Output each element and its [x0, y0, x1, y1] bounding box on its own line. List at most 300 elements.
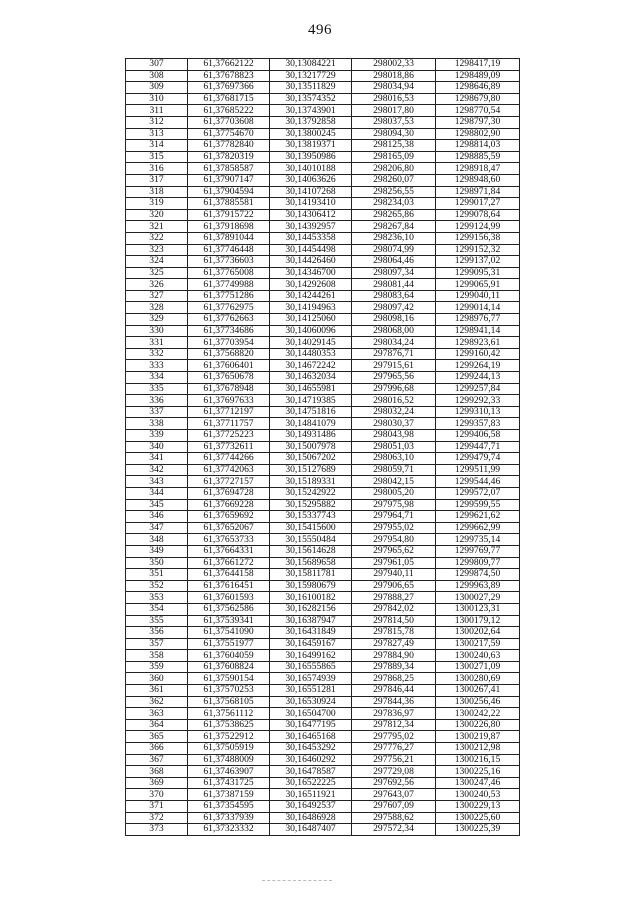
- latitude-cell: 61,37570253: [188, 685, 270, 697]
- x-coordinate-cell: 297975,98: [352, 499, 436, 511]
- table-row: [126, 348, 520, 360]
- table-row: [126, 279, 520, 291]
- latitude-cell: 61,37694728: [188, 487, 270, 499]
- latitude-cell: 61,37616451: [188, 580, 270, 592]
- table-row: [126, 140, 520, 152]
- table-row: [126, 70, 520, 82]
- x-coordinate-cell: 297776,27: [352, 743, 436, 755]
- longitude-cell: 30,16459167: [270, 638, 352, 650]
- scan-bottom-mark: [262, 880, 332, 881]
- x-coordinate-cell: 297842,02: [352, 603, 436, 615]
- point-number-cell: 362: [126, 696, 188, 708]
- point-number-cell: 337: [126, 406, 188, 418]
- y-coordinate-cell: 1298646,89: [436, 82, 520, 94]
- point-number-cell: 360: [126, 673, 188, 685]
- table-row: [126, 696, 520, 708]
- x-coordinate-cell: 298034,24: [352, 337, 436, 349]
- table-row: [126, 441, 520, 453]
- table-row: [126, 743, 520, 755]
- latitude-cell: 61,37685222: [188, 105, 270, 117]
- x-coordinate-cell: 298034,94: [352, 82, 436, 94]
- x-coordinate-cell: 297643,07: [352, 789, 436, 801]
- longitude-cell: 30,16511921: [270, 789, 352, 801]
- longitude-cell: 30,14063626: [270, 174, 352, 186]
- latitude-cell: 61,37522912: [188, 731, 270, 743]
- y-coordinate-cell: 1298885,59: [436, 151, 520, 163]
- y-coordinate-cell: 1299264,19: [436, 360, 520, 372]
- latitude-cell: 61,37782840: [188, 140, 270, 152]
- x-coordinate-cell: 297884,90: [352, 650, 436, 662]
- y-coordinate-cell: 1299292,33: [436, 395, 520, 407]
- longitude-cell: 30,14194963: [270, 302, 352, 314]
- longitude-cell: 30,13800245: [270, 128, 352, 140]
- y-coordinate-cell: 1300256,46: [436, 696, 520, 708]
- y-coordinate-cell: 1300240,63: [436, 650, 520, 662]
- x-coordinate-cell: 298098,16: [352, 314, 436, 326]
- coordinates-table-body: [126, 59, 520, 836]
- table-row: [126, 116, 520, 128]
- latitude-cell: 61,37659692: [188, 511, 270, 523]
- x-coordinate-cell: 297996,68: [352, 383, 436, 395]
- longitude-cell: 30,14306412: [270, 209, 352, 221]
- y-coordinate-cell: 1299014,14: [436, 302, 520, 314]
- latitude-cell: 61,37742063: [188, 464, 270, 476]
- latitude-cell: 61,37907147: [188, 174, 270, 186]
- latitude-cell: 61,37561112: [188, 708, 270, 720]
- latitude-cell: 61,37662122: [188, 59, 270, 71]
- x-coordinate-cell: 297940,11: [352, 569, 436, 581]
- longitude-cell: 30,16487407: [270, 824, 352, 836]
- latitude-cell: 61,37697366: [188, 82, 270, 94]
- longitude-cell: 30,14453358: [270, 232, 352, 244]
- y-coordinate-cell: 1300225,39: [436, 824, 520, 836]
- latitude-cell: 61,37562586: [188, 603, 270, 615]
- latitude-cell: 61,37661272: [188, 557, 270, 569]
- latitude-cell: 61,37703954: [188, 337, 270, 349]
- y-coordinate-cell: 1300179,12: [436, 615, 520, 627]
- x-coordinate-cell: 297827,49: [352, 638, 436, 650]
- latitude-cell: 61,37354595: [188, 801, 270, 813]
- point-number-cell: 326: [126, 279, 188, 291]
- x-coordinate-cell: 298043,98: [352, 430, 436, 442]
- latitude-cell: 61,37727157: [188, 476, 270, 488]
- longitude-cell: 30,16477195: [270, 719, 352, 731]
- point-number-cell: 340: [126, 441, 188, 453]
- y-coordinate-cell: 1299160,42: [436, 348, 520, 360]
- latitude-cell: 61,37697633: [188, 395, 270, 407]
- table-row: [126, 580, 520, 592]
- table-row: [126, 360, 520, 372]
- y-coordinate-cell: 1299963,89: [436, 580, 520, 592]
- y-coordinate-cell: 1300225,16: [436, 766, 520, 778]
- x-coordinate-cell: 298206,80: [352, 163, 436, 175]
- x-coordinate-cell: 298236,10: [352, 232, 436, 244]
- x-coordinate-cell: 297868,25: [352, 673, 436, 685]
- x-coordinate-cell: 297812,34: [352, 719, 436, 731]
- latitude-cell: 61,37590154: [188, 673, 270, 685]
- latitude-cell: 61,37736603: [188, 256, 270, 268]
- latitude-cell: 61,37539341: [188, 615, 270, 627]
- y-coordinate-cell: 1298923,61: [436, 337, 520, 349]
- latitude-cell: 61,37762975: [188, 302, 270, 314]
- table-row: [126, 522, 520, 534]
- longitude-cell: 30,15295882: [270, 499, 352, 511]
- latitude-cell: 61,37644158: [188, 569, 270, 581]
- x-coordinate-cell: 297572,34: [352, 824, 436, 836]
- longitude-cell: 30,16530924: [270, 696, 352, 708]
- x-coordinate-cell: 298059,71: [352, 464, 436, 476]
- longitude-cell: 30,14931486: [270, 430, 352, 442]
- point-number-cell: 335: [126, 383, 188, 395]
- y-coordinate-cell: 1298679,80: [436, 93, 520, 105]
- y-coordinate-cell: 1300229,13: [436, 801, 520, 813]
- latitude-cell: 61,37652067: [188, 522, 270, 534]
- point-number-cell: 313: [126, 128, 188, 140]
- longitude-cell: 30,14719385: [270, 395, 352, 407]
- latitude-cell: 61,37734686: [188, 325, 270, 337]
- table-row: [126, 708, 520, 720]
- x-coordinate-cell: 297889,34: [352, 661, 436, 673]
- x-coordinate-cell: 298234,03: [352, 198, 436, 210]
- y-coordinate-cell: 1299137,02: [436, 256, 520, 268]
- table-row: [126, 719, 520, 731]
- x-coordinate-cell: 298063,10: [352, 453, 436, 465]
- point-number-cell: 336: [126, 395, 188, 407]
- y-coordinate-cell: 1300242,22: [436, 708, 520, 720]
- point-number-cell: 372: [126, 812, 188, 824]
- table-row: [126, 151, 520, 163]
- x-coordinate-cell: 298051,03: [352, 441, 436, 453]
- table-row: [126, 569, 520, 581]
- latitude-cell: 61,37885581: [188, 198, 270, 210]
- x-coordinate-cell: 298016,52: [352, 395, 436, 407]
- x-coordinate-cell: 298074,99: [352, 244, 436, 256]
- point-number-cell: 355: [126, 615, 188, 627]
- x-coordinate-cell: 298094,30: [352, 128, 436, 140]
- longitude-cell: 30,14292608: [270, 279, 352, 291]
- table-row: [126, 499, 520, 511]
- table-row: [126, 638, 520, 650]
- latitude-cell: 61,37653733: [188, 534, 270, 546]
- table-row: [126, 128, 520, 140]
- table-row: [126, 383, 520, 395]
- table-row: [126, 59, 520, 71]
- latitude-cell: 61,37678823: [188, 70, 270, 82]
- point-number-cell: 315: [126, 151, 188, 163]
- point-number-cell: 345: [126, 499, 188, 511]
- point-number-cell: 369: [126, 777, 188, 789]
- y-coordinate-cell: 1299735,14: [436, 534, 520, 546]
- longitude-cell: 30,14392957: [270, 221, 352, 233]
- table-row: [126, 244, 520, 256]
- y-coordinate-cell: 1298948,60: [436, 174, 520, 186]
- y-coordinate-cell: 1300219,87: [436, 731, 520, 743]
- longitude-cell: 30,15689658: [270, 557, 352, 569]
- x-coordinate-cell: 298002,33: [352, 59, 436, 71]
- table-row: [126, 603, 520, 615]
- longitude-cell: 30,14060096: [270, 325, 352, 337]
- table-row: [126, 777, 520, 789]
- longitude-cell: 30,15980679: [270, 580, 352, 592]
- table-row: [126, 256, 520, 268]
- y-coordinate-cell: 1300212,98: [436, 743, 520, 755]
- x-coordinate-cell: 297692,56: [352, 777, 436, 789]
- point-number-cell: 316: [126, 163, 188, 175]
- point-number-cell: 320: [126, 209, 188, 221]
- table-row: [126, 487, 520, 499]
- longitude-cell: 30,14751816: [270, 406, 352, 418]
- point-number-cell: 327: [126, 290, 188, 302]
- table-row: [126, 221, 520, 233]
- point-number-cell: 330: [126, 325, 188, 337]
- y-coordinate-cell: 1299874,50: [436, 569, 520, 581]
- y-coordinate-cell: 1298770,54: [436, 105, 520, 117]
- longitude-cell: 30,16551281: [270, 685, 352, 697]
- point-number-cell: 364: [126, 719, 188, 731]
- point-number-cell: 325: [126, 267, 188, 279]
- point-number-cell: 347: [126, 522, 188, 534]
- x-coordinate-cell: 297588,62: [352, 812, 436, 824]
- x-coordinate-cell: 298265,86: [352, 209, 436, 221]
- longitude-cell: 30,15614628: [270, 545, 352, 557]
- point-number-cell: 359: [126, 661, 188, 673]
- x-coordinate-cell: 298081,44: [352, 279, 436, 291]
- y-coordinate-cell: 1299662,99: [436, 522, 520, 534]
- point-number-cell: 339: [126, 430, 188, 442]
- longitude-cell: 30,13819371: [270, 140, 352, 152]
- point-number-cell: 333: [126, 360, 188, 372]
- y-coordinate-cell: 1299621,62: [436, 511, 520, 523]
- x-coordinate-cell: 298042,15: [352, 476, 436, 488]
- table-row: [126, 105, 520, 117]
- point-number-cell: 348: [126, 534, 188, 546]
- longitude-cell: 30,14107268: [270, 186, 352, 198]
- point-number-cell: 328: [126, 302, 188, 314]
- y-coordinate-cell: 1299065,91: [436, 279, 520, 291]
- table-row: [126, 824, 520, 836]
- longitude-cell: 30,15337743: [270, 511, 352, 523]
- latitude-cell: 61,37904594: [188, 186, 270, 198]
- longitude-cell: 30,13792858: [270, 116, 352, 128]
- table-row: [126, 406, 520, 418]
- point-number-cell: 312: [126, 116, 188, 128]
- x-coordinate-cell: 297965,56: [352, 372, 436, 384]
- longitude-cell: 30,15189331: [270, 476, 352, 488]
- latitude-cell: 61,37712197: [188, 406, 270, 418]
- point-number-cell: 371: [126, 801, 188, 813]
- latitude-cell: 61,37650678: [188, 372, 270, 384]
- table-row: [126, 82, 520, 94]
- latitude-cell: 61,37754670: [188, 128, 270, 140]
- longitude-cell: 30,16453292: [270, 743, 352, 755]
- latitude-cell: 61,37725223: [188, 430, 270, 442]
- point-number-cell: 321: [126, 221, 188, 233]
- x-coordinate-cell: 298064,46: [352, 256, 436, 268]
- table-row: [126, 754, 520, 766]
- point-number-cell: 358: [126, 650, 188, 662]
- latitude-cell: 61,37918698: [188, 221, 270, 233]
- x-coordinate-cell: 297876,71: [352, 348, 436, 360]
- point-number-cell: 332: [126, 348, 188, 360]
- latitude-cell: 61,37858587: [188, 163, 270, 175]
- y-coordinate-cell: 1299017,27: [436, 198, 520, 210]
- x-coordinate-cell: 298068,00: [352, 325, 436, 337]
- longitude-cell: 30,15811781: [270, 569, 352, 581]
- longitude-cell: 30,14672242: [270, 360, 352, 372]
- x-coordinate-cell: 297795,02: [352, 731, 436, 743]
- latitude-cell: 61,37711757: [188, 418, 270, 430]
- x-coordinate-cell: 298016,53: [352, 93, 436, 105]
- table-row: [126, 731, 520, 743]
- latitude-cell: 61,37703608: [188, 116, 270, 128]
- latitude-cell: 61,37749988: [188, 279, 270, 291]
- table-row: [126, 476, 520, 488]
- y-coordinate-cell: 1298941,14: [436, 325, 520, 337]
- table-row: [126, 464, 520, 476]
- point-number-cell: 361: [126, 685, 188, 697]
- x-coordinate-cell: 297961,05: [352, 557, 436, 569]
- table-row: [126, 557, 520, 569]
- latitude-cell: 61,37323332: [188, 824, 270, 836]
- y-coordinate-cell: 1298814,03: [436, 140, 520, 152]
- longitude-cell: 30,15007978: [270, 441, 352, 453]
- latitude-cell: 61,37891044: [188, 232, 270, 244]
- point-number-cell: 324: [126, 256, 188, 268]
- point-number-cell: 346: [126, 511, 188, 523]
- table-row: [126, 186, 520, 198]
- y-coordinate-cell: 1299447,71: [436, 441, 520, 453]
- point-number-cell: 323: [126, 244, 188, 256]
- latitude-cell: 61,37601593: [188, 592, 270, 604]
- point-number-cell: 307: [126, 59, 188, 71]
- longitude-cell: 30,14010188: [270, 163, 352, 175]
- longitude-cell: 30,14480353: [270, 348, 352, 360]
- x-coordinate-cell: 297607,09: [352, 801, 436, 813]
- table-row: [126, 615, 520, 627]
- x-coordinate-cell: 297814,50: [352, 615, 436, 627]
- y-coordinate-cell: 1299244,13: [436, 372, 520, 384]
- y-coordinate-cell: 1298971,84: [436, 186, 520, 198]
- y-coordinate-cell: 1300267,41: [436, 685, 520, 697]
- x-coordinate-cell: 297888,27: [352, 592, 436, 604]
- latitude-cell: 61,37505919: [188, 743, 270, 755]
- y-coordinate-cell: 1300280,69: [436, 673, 520, 685]
- latitude-cell: 61,37463907: [188, 766, 270, 778]
- y-coordinate-cell: 1300216,15: [436, 754, 520, 766]
- latitude-cell: 61,37678948: [188, 383, 270, 395]
- y-coordinate-cell: 1299511,99: [436, 464, 520, 476]
- point-number-cell: 351: [126, 569, 188, 581]
- x-coordinate-cell: 298030,37: [352, 418, 436, 430]
- latitude-cell: 61,37744266: [188, 453, 270, 465]
- longitude-cell: 30,16522225: [270, 777, 352, 789]
- point-number-cell: 366: [126, 743, 188, 755]
- x-coordinate-cell: 298032,24: [352, 406, 436, 418]
- latitude-cell: 61,37915722: [188, 209, 270, 221]
- longitude-cell: 30,14346700: [270, 267, 352, 279]
- point-number-cell: 334: [126, 372, 188, 384]
- latitude-cell: 61,37608824: [188, 661, 270, 673]
- latitude-cell: 61,37551977: [188, 638, 270, 650]
- y-coordinate-cell: 1299406,58: [436, 430, 520, 442]
- point-number-cell: 344: [126, 487, 188, 499]
- table-row: [126, 812, 520, 824]
- longitude-cell: 30,16504700: [270, 708, 352, 720]
- latitude-cell: 61,37541090: [188, 627, 270, 639]
- y-coordinate-cell: 1300271,09: [436, 661, 520, 673]
- table-row: [126, 290, 520, 302]
- latitude-cell: 61,37488009: [188, 754, 270, 766]
- x-coordinate-cell: 297844,36: [352, 696, 436, 708]
- latitude-cell: 61,37568105: [188, 696, 270, 708]
- x-coordinate-cell: 297954,80: [352, 534, 436, 546]
- table-row: [126, 545, 520, 557]
- x-coordinate-cell: 298083,64: [352, 290, 436, 302]
- point-number-cell: 367: [126, 754, 188, 766]
- point-number-cell: 311: [126, 105, 188, 117]
- latitude-cell: 61,37765008: [188, 267, 270, 279]
- longitude-cell: 30,16574939: [270, 673, 352, 685]
- latitude-cell: 61,37538625: [188, 719, 270, 731]
- table-row: [126, 650, 520, 662]
- table-row: [126, 673, 520, 685]
- longitude-cell: 30,16387947: [270, 615, 352, 627]
- latitude-cell: 61,37337939: [188, 812, 270, 824]
- longitude-cell: 30,16499162: [270, 650, 352, 662]
- x-coordinate-cell: 297965,62: [352, 545, 436, 557]
- point-number-cell: 341: [126, 453, 188, 465]
- longitude-cell: 30,16282156: [270, 603, 352, 615]
- table-row: [126, 302, 520, 314]
- x-coordinate-cell: 298018,86: [352, 70, 436, 82]
- point-number-cell: 352: [126, 580, 188, 592]
- x-coordinate-cell: 297915,61: [352, 360, 436, 372]
- point-number-cell: 318: [126, 186, 188, 198]
- longitude-cell: 30,14125060: [270, 314, 352, 326]
- y-coordinate-cell: 1299078,64: [436, 209, 520, 221]
- table-row: [126, 430, 520, 442]
- latitude-cell: 61,37431725: [188, 777, 270, 789]
- coordinates-table: [125, 58, 520, 836]
- point-number-cell: 353: [126, 592, 188, 604]
- table-row: [126, 198, 520, 210]
- longitude-cell: 30,14454498: [270, 244, 352, 256]
- y-coordinate-cell: 1300217,59: [436, 638, 520, 650]
- point-number-cell: 370: [126, 789, 188, 801]
- y-coordinate-cell: 1298797,30: [436, 116, 520, 128]
- table-row: [126, 789, 520, 801]
- latitude-cell: 61,37604059: [188, 650, 270, 662]
- point-number-cell: 343: [126, 476, 188, 488]
- latitude-cell: 61,37762663: [188, 314, 270, 326]
- x-coordinate-cell: 298017,80: [352, 105, 436, 117]
- longitude-cell: 30,16478587: [270, 766, 352, 778]
- point-number-cell: 314: [126, 140, 188, 152]
- table-row: [126, 453, 520, 465]
- y-coordinate-cell: 1299809,77: [436, 557, 520, 569]
- y-coordinate-cell: 1299544,46: [436, 476, 520, 488]
- latitude-cell: 61,37568820: [188, 348, 270, 360]
- x-coordinate-cell: 298097,34: [352, 267, 436, 279]
- point-number-cell: 354: [126, 603, 188, 615]
- table-row: [126, 372, 520, 384]
- y-coordinate-cell: 1299357,83: [436, 418, 520, 430]
- x-coordinate-cell: 298125,38: [352, 140, 436, 152]
- point-number-cell: 329: [126, 314, 188, 326]
- longitude-cell: 30,16555865: [270, 661, 352, 673]
- table-row: [126, 163, 520, 175]
- y-coordinate-cell: 1299599,55: [436, 499, 520, 511]
